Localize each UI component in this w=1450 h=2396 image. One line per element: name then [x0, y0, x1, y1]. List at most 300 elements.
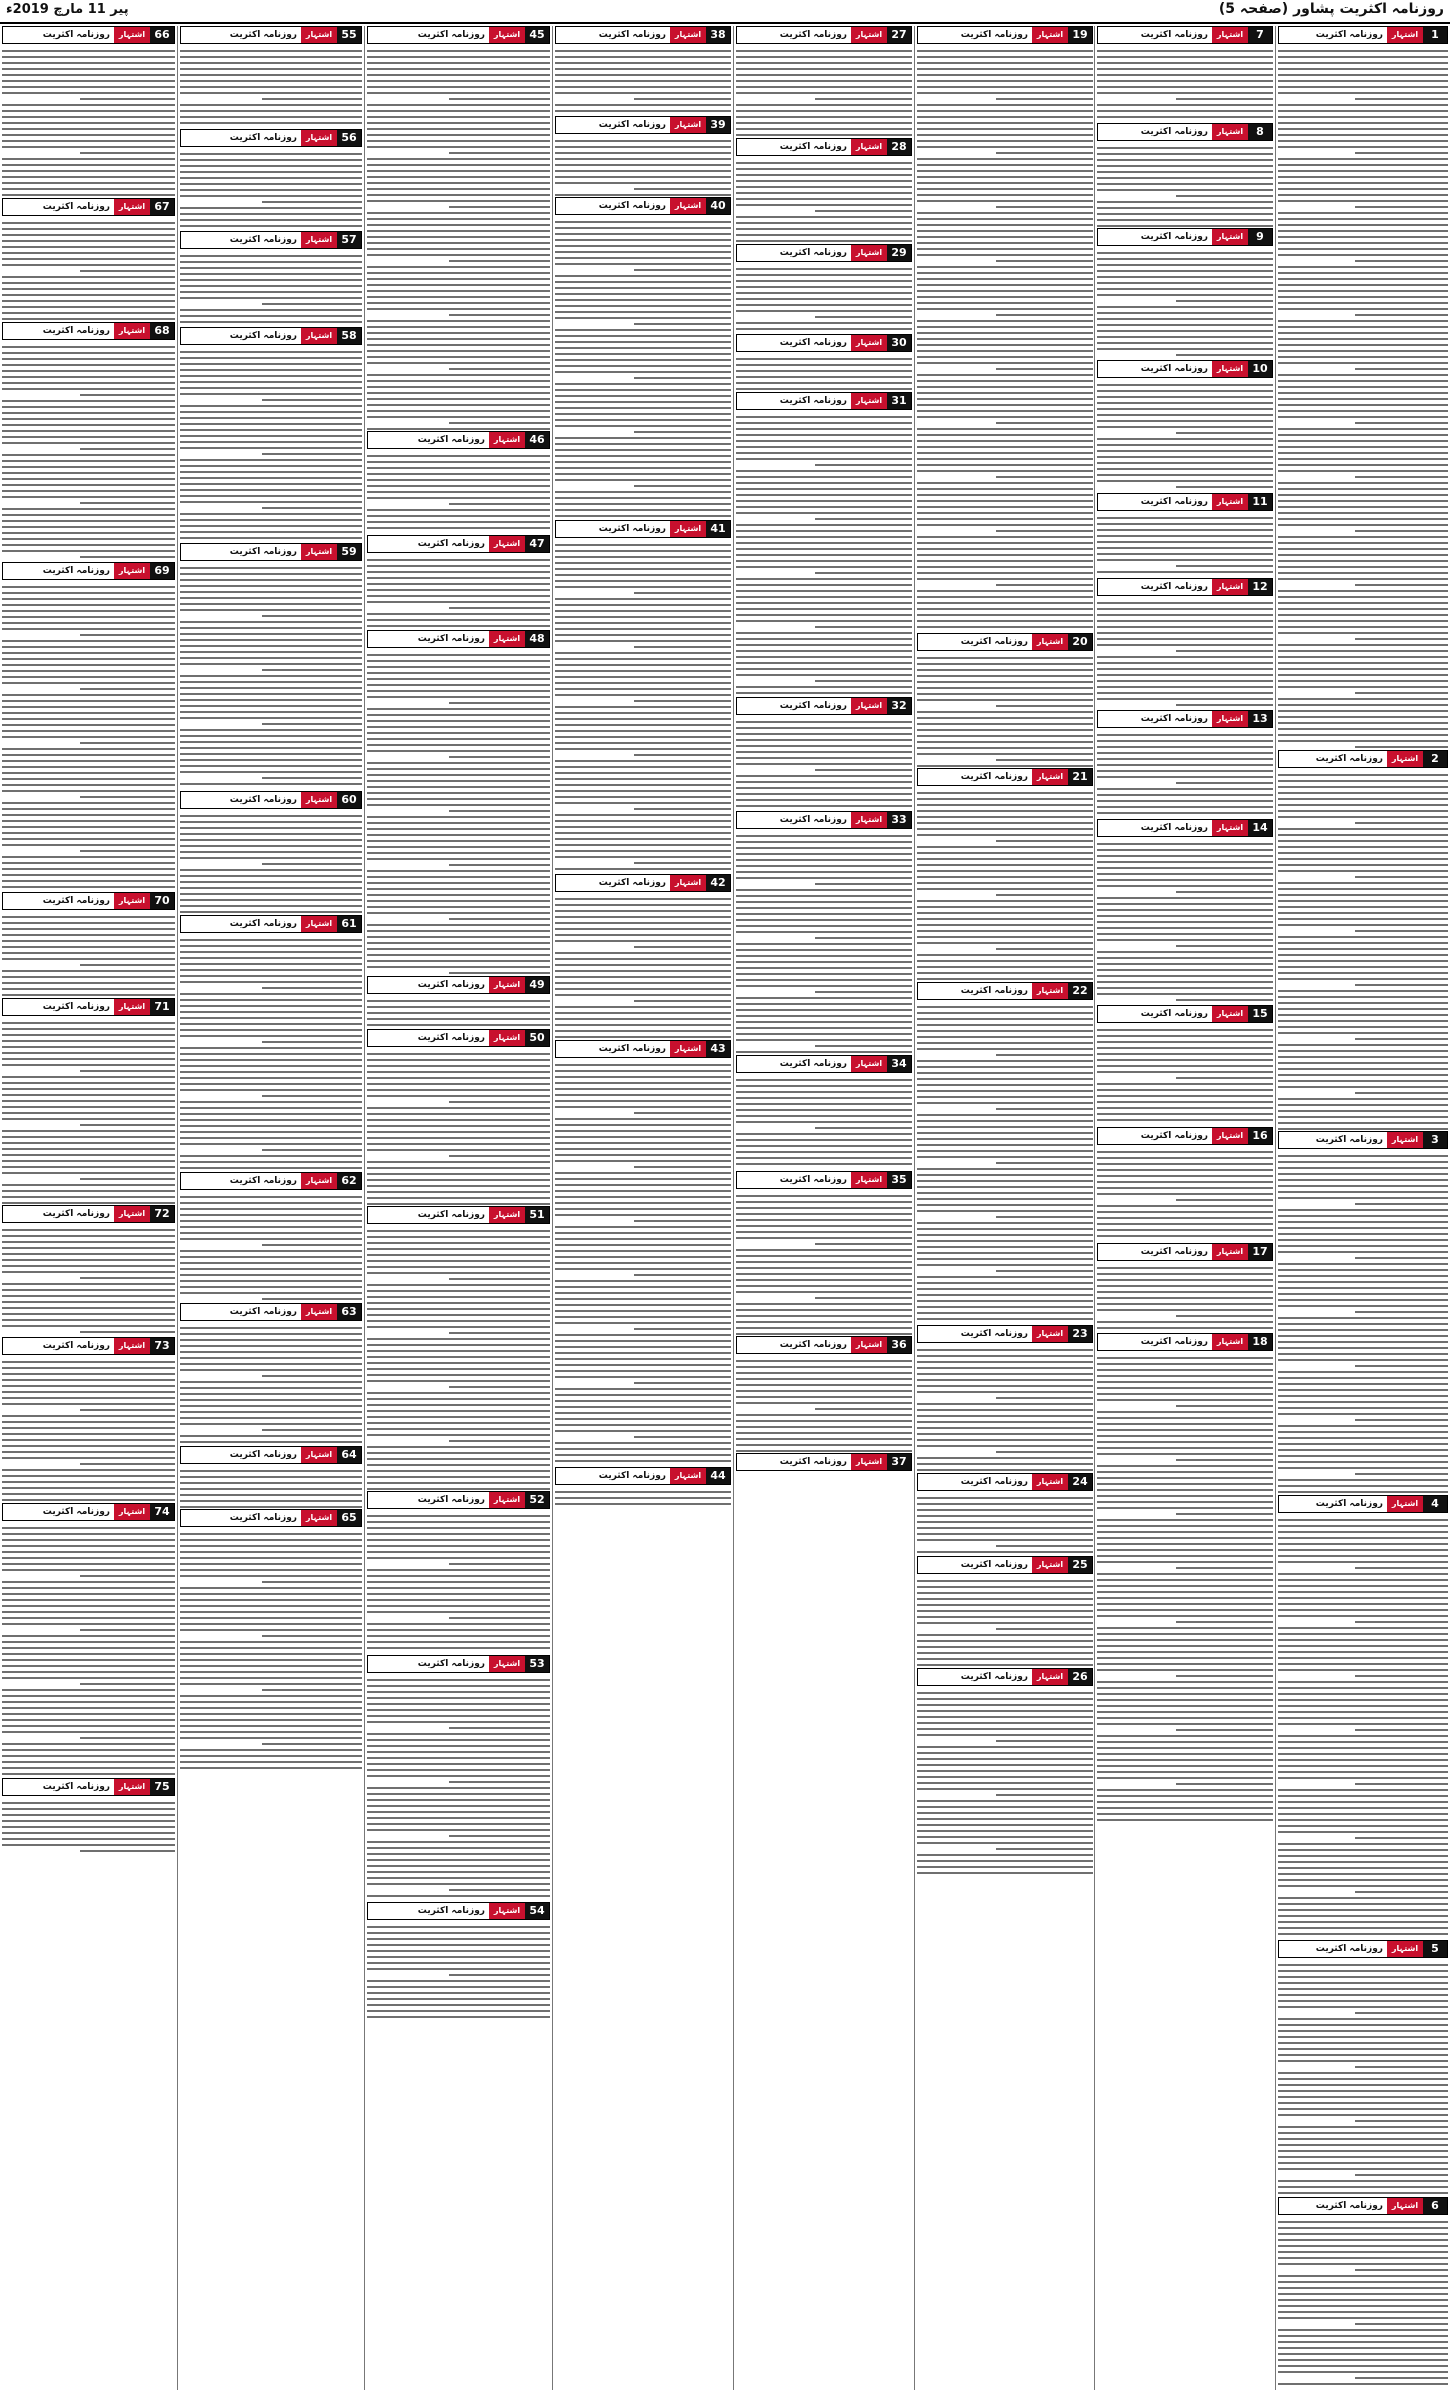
ad-body-text	[1097, 839, 1273, 1005]
classified-ad	[1278, 26, 1448, 750]
column-divider	[552, 26, 553, 2390]
ad-source: روزنامہ اکثریت	[1140, 714, 1208, 724]
ad-source: روزنامہ اکثریت	[1140, 1009, 1208, 1019]
ad-source: روزنامہ اکثریت	[1315, 1499, 1383, 1509]
ad-body-text	[736, 831, 912, 1055]
ad-body-text	[180, 1323, 362, 1446]
column-divider	[1094, 26, 1095, 2390]
ad-body-text	[736, 1191, 912, 1336]
ad-header	[2, 26, 175, 44]
ad-number: 57	[337, 232, 361, 248]
ad-header	[736, 697, 912, 715]
ad-badge: اشتہار	[851, 27, 887, 43]
ad-source: روزنامہ اکثریت	[229, 1176, 297, 1186]
classified-ad	[367, 1491, 550, 1655]
classified-ad	[917, 1473, 1093, 1556]
classified-ad	[2, 26, 175, 198]
ad-body-text	[555, 894, 731, 1040]
ad-header	[180, 129, 362, 147]
ad-header	[555, 1040, 731, 1058]
classified-ad	[367, 630, 550, 976]
ad-source: روزنامہ اکثریت	[229, 331, 297, 341]
ad-number: 74	[150, 1504, 174, 1520]
ad-badge: اشتہار	[114, 323, 150, 339]
classified-ad	[367, 1029, 550, 1206]
ad-body-text	[367, 1922, 550, 2022]
ad-header	[2, 198, 175, 216]
ad-badge: اشتہار	[489, 631, 525, 647]
ad-source: روزنامہ اکثریت	[960, 1672, 1028, 1682]
classified-ad	[180, 1509, 362, 1772]
ad-badge: اشتہار	[1212, 494, 1248, 510]
ad-source: روزنامہ اکثریت	[42, 202, 110, 212]
ad-body-text	[917, 1576, 1093, 1668]
classified-ad	[917, 982, 1093, 1325]
ad-number: 75	[150, 1779, 174, 1795]
ad-badge: اشتہار	[670, 1041, 706, 1057]
ad-number: 25	[1068, 1557, 1092, 1573]
ad-header	[917, 26, 1093, 44]
ad-badge: اشتہار	[1387, 1941, 1423, 1957]
ad-badge: اشتہار	[114, 199, 150, 215]
ad-badge: اشتہار	[489, 1492, 525, 1508]
ad-badge: اشتہار	[670, 1468, 706, 1484]
ad-number: 58	[337, 328, 361, 344]
ad-body-text	[917, 653, 1093, 768]
ad-body-text	[736, 1356, 912, 1453]
ad-badge: اشتہار	[851, 245, 887, 261]
ad-body-text	[367, 1675, 550, 1902]
ad-body-text	[1278, 1960, 1448, 2197]
ad-number: 73	[150, 1338, 174, 1354]
ad-body-text	[2, 218, 175, 322]
ad-number: 26	[1068, 1669, 1092, 1685]
ad-number: 4	[1423, 1496, 1447, 1512]
classified-ad	[180, 26, 362, 129]
classified-ad	[180, 1172, 362, 1303]
ad-header	[555, 26, 731, 44]
classified-ad	[736, 244, 912, 334]
ad-body-text	[555, 1487, 731, 1507]
ad-source: روزنامہ اکثریت	[42, 1002, 110, 1012]
ad-header	[1278, 1495, 1448, 1513]
ad-header	[1097, 493, 1273, 511]
ad-source: روزنامہ اکثریت	[229, 133, 297, 143]
ad-header	[2, 998, 175, 1016]
ad-number: 20	[1068, 634, 1092, 650]
ad-body-text	[180, 563, 362, 791]
ad-header	[367, 535, 550, 553]
ad-header	[1097, 360, 1273, 378]
ad-header	[2, 1337, 175, 1355]
ad-badge: اشتہار	[1212, 1128, 1248, 1144]
ad-body-text	[180, 46, 362, 129]
ad-body-text	[180, 149, 362, 231]
ad-number: 49	[525, 977, 549, 993]
ad-header	[180, 231, 362, 249]
ad-number: 12	[1248, 579, 1272, 595]
ad-body-text	[1097, 1353, 1273, 1823]
ad-number: 71	[150, 999, 174, 1015]
ad-header	[180, 1303, 362, 1321]
ad-badge: اشتہار	[1387, 1132, 1423, 1148]
ad-badge: اشتہار	[114, 27, 150, 43]
ad-number: 56	[337, 130, 361, 146]
ad-body-text	[180, 251, 362, 327]
ad-number: 61	[337, 916, 361, 932]
ad-number: 68	[150, 323, 174, 339]
ad-badge: اشتہار	[301, 328, 337, 344]
ad-body-text	[1278, 2217, 1448, 2390]
classified-column	[736, 26, 912, 2390]
ad-body-text	[180, 811, 362, 915]
ad-source: روزنامہ اکثریت	[779, 1059, 847, 1069]
ad-source: روزنامہ اکثریت	[42, 1782, 110, 1792]
ad-header	[2, 1778, 175, 1796]
ad-number: 15	[1248, 1006, 1272, 1022]
classified-ad	[2, 892, 175, 998]
ad-header	[180, 791, 362, 809]
ad-number: 47	[525, 536, 549, 552]
ad-badge: اشتہار	[301, 1510, 337, 1526]
ad-badge: اشتہار	[301, 1304, 337, 1320]
ad-body-text	[555, 540, 731, 874]
ad-badge: اشتہار	[1212, 1244, 1248, 1260]
ad-header	[367, 976, 550, 994]
classified-ad	[1097, 123, 1273, 228]
ad-header	[180, 1446, 362, 1464]
ad-badge: اشتہار	[851, 335, 887, 351]
ad-source: روزنامہ اکثریت	[229, 1450, 297, 1460]
ad-number: 7	[1248, 27, 1272, 43]
ad-body-text	[2, 1018, 175, 1205]
ad-source: روزنامہ اکثریت	[779, 1340, 847, 1350]
ad-badge: اشتہار	[489, 1903, 525, 1919]
ad-body-text	[736, 717, 912, 811]
ad-badge: اشتہار	[114, 563, 150, 579]
ad-body-text	[1097, 513, 1273, 578]
ad-header	[1097, 1005, 1273, 1023]
classified-ad	[1097, 493, 1273, 578]
ad-header	[180, 26, 362, 44]
ad-source: روزنامہ اکثریت	[42, 896, 110, 906]
ad-header	[1278, 1131, 1448, 1149]
ad-body-text	[1097, 143, 1273, 228]
ad-badge: اشتہار	[1032, 1669, 1068, 1685]
ad-header	[2, 1503, 175, 1521]
ad-source: روزنامہ اکثریت	[1140, 30, 1208, 40]
ad-header	[917, 1325, 1093, 1343]
ad-source: روزنامہ اکثریت	[779, 248, 847, 258]
ad-badge: اشتہار	[1032, 769, 1068, 785]
ad-body-text	[555, 1060, 731, 1467]
ad-body-text	[367, 451, 550, 535]
ad-source: روزنامہ اکثریت	[417, 1210, 485, 1220]
ad-body-text	[2, 342, 175, 562]
ad-source: روزنامہ اکثریت	[417, 1495, 485, 1505]
ad-source: روزنامہ اکثریت	[1140, 497, 1208, 507]
ad-number: 8	[1248, 124, 1272, 140]
ad-header	[1097, 1333, 1273, 1351]
ad-badge: اشتہار	[851, 812, 887, 828]
ad-header	[555, 1467, 731, 1485]
classified-column	[555, 26, 731, 2390]
ad-number: 14	[1248, 820, 1272, 836]
ad-badge: اشتہار	[114, 1779, 150, 1795]
ad-badge: اشتہار	[851, 393, 887, 409]
ad-source: روزنامہ اکثریت	[1140, 364, 1208, 374]
classified-ad	[1097, 26, 1273, 123]
classified-ad	[1097, 1127, 1273, 1243]
ad-body-text	[180, 935, 362, 1172]
classified-ad	[555, 197, 731, 520]
ad-body-text	[1097, 248, 1273, 360]
ad-number: 1	[1423, 27, 1447, 43]
ad-source: روزنامہ اکثریت	[1140, 1131, 1208, 1141]
ad-source: روزنامہ اکثریت	[417, 634, 485, 644]
ad-badge: اشتہار	[114, 1338, 150, 1354]
ad-header	[367, 26, 550, 44]
classified-ad	[555, 874, 731, 1040]
ad-number: 17	[1248, 1244, 1272, 1260]
ad-source: روزنامہ اکثریت	[779, 30, 847, 40]
classified-column	[367, 26, 550, 2390]
ad-badge: اشتہار	[1212, 820, 1248, 836]
classified-ad	[180, 327, 362, 543]
ad-source: روزنامہ اکثریت	[960, 772, 1028, 782]
ad-source: روزنامہ اکثریت	[42, 1209, 110, 1219]
ad-body-text	[367, 650, 550, 976]
classified-ad	[367, 1206, 550, 1491]
ad-badge: اشتہار	[301, 130, 337, 146]
ad-badge: اشتہار	[1212, 1334, 1248, 1350]
ad-number: 41	[706, 521, 730, 537]
ad-body-text	[180, 1466, 362, 1509]
ad-number: 16	[1248, 1128, 1272, 1144]
ad-body-text	[1278, 770, 1448, 1131]
classified-ad	[736, 811, 912, 1055]
ad-number: 19	[1068, 27, 1092, 43]
ad-source: روزنامہ اکثریت	[598, 1471, 666, 1481]
ad-source: روزنامہ اکثریت	[598, 1044, 666, 1054]
ad-header	[736, 138, 912, 156]
ad-source: روزنامہ اکثریت	[1140, 1247, 1208, 1257]
ad-header	[1097, 1127, 1273, 1145]
ad-header	[736, 244, 912, 262]
ad-badge: اشتہار	[1212, 124, 1248, 140]
classified-ad	[1097, 228, 1273, 360]
ad-badge: اشتہار	[114, 1504, 150, 1520]
classified-ad	[555, 520, 731, 874]
ad-badge: اشتہار	[1032, 1326, 1068, 1342]
classified-ad	[180, 129, 362, 231]
classified-ad	[1278, 1131, 1448, 1495]
classified-ad	[180, 1446, 362, 1509]
ad-header	[736, 392, 912, 410]
ad-badge: اشتہار	[670, 198, 706, 214]
ad-source: روزنامہ اکثریت	[1140, 1337, 1208, 1347]
ad-number: 6	[1423, 2198, 1447, 2214]
ad-badge: اشتہار	[1387, 751, 1423, 767]
ad-body-text	[917, 788, 1093, 982]
ad-source: روزنامہ اکثریت	[417, 1659, 485, 1669]
ad-badge: اشتہار	[114, 893, 150, 909]
classified-ad	[1278, 1940, 1448, 2197]
ad-header	[1097, 26, 1273, 44]
ad-badge: اشتہار	[851, 1337, 887, 1353]
ad-source: روزنامہ اکثریت	[779, 142, 847, 152]
ad-header	[736, 1336, 912, 1354]
ad-body-text	[1097, 1263, 1273, 1333]
classified-ad	[736, 1171, 912, 1336]
classified-ad	[555, 26, 731, 116]
ad-body-text	[1278, 1515, 1448, 1940]
ad-header	[736, 1055, 912, 1073]
ad-body-text	[367, 996, 550, 1029]
ad-source: روزنامہ اکثریت	[1315, 1944, 1383, 1954]
classified-ad	[917, 1325, 1093, 1473]
ad-badge: اشتہار	[851, 139, 887, 155]
ad-source: روزنامہ اکثریت	[229, 1513, 297, 1523]
classified-ad	[917, 1556, 1093, 1668]
classified-ad	[367, 431, 550, 535]
ad-header	[917, 768, 1093, 786]
ad-badge: اشتہار	[851, 1172, 887, 1188]
ad-number: 59	[337, 544, 361, 560]
ad-source: روزنامہ اکثریت	[598, 30, 666, 40]
classified-ad	[917, 633, 1093, 768]
classified-ad	[1097, 1243, 1273, 1333]
ad-header	[367, 630, 550, 648]
ad-number: 69	[150, 563, 174, 579]
ad-number: 67	[150, 199, 174, 215]
classified-ad	[367, 26, 550, 431]
ad-number: 64	[337, 1447, 361, 1463]
ad-badge: اشتہار	[1032, 1474, 1068, 1490]
ad-header	[1097, 228, 1273, 246]
ad-body-text	[2, 1523, 175, 1778]
ad-body-text	[736, 354, 912, 392]
column-divider	[177, 26, 178, 2390]
ad-badge: اشتہار	[1212, 711, 1248, 727]
ad-body-text	[180, 347, 362, 543]
ad-body-text	[180, 1192, 362, 1303]
ad-number: 51	[525, 1207, 549, 1223]
ad-badge: اشتہار	[851, 1056, 887, 1072]
ad-badge: اشتہار	[489, 1030, 525, 1046]
ad-header	[555, 520, 731, 538]
classified-ad	[367, 1655, 550, 1902]
ad-source: روزنامہ اکثریت	[1140, 582, 1208, 592]
ad-body-text	[555, 136, 731, 197]
ad-header	[736, 1171, 912, 1189]
classified-ad	[2, 1778, 175, 1858]
ad-source: روزنامہ اکثریت	[42, 566, 110, 576]
ad-badge: اشتہار	[489, 1207, 525, 1223]
ad-body-text	[917, 46, 1093, 633]
ad-body-text	[1278, 1151, 1448, 1495]
ad-source: روزنامہ اکثریت	[1140, 823, 1208, 833]
ad-body-text	[367, 1226, 550, 1491]
ad-header	[180, 327, 362, 345]
ad-badge: اشتہار	[851, 698, 887, 714]
classified-ad	[917, 768, 1093, 982]
classified-ad	[2, 322, 175, 562]
ad-badge: اشتہار	[114, 999, 150, 1015]
ad-source: روزنامہ اکثریت	[42, 326, 110, 336]
ad-number: 63	[337, 1304, 361, 1320]
ad-badge: اشتہار	[301, 916, 337, 932]
ad-source: روزنامہ اکثریت	[779, 1175, 847, 1185]
classified-ad	[180, 791, 362, 915]
ad-number: 65	[337, 1510, 361, 1526]
ad-number: 28	[887, 139, 911, 155]
classified-ad	[1097, 710, 1273, 819]
classified-ad	[180, 543, 362, 791]
classified-ad	[1097, 360, 1273, 493]
ad-header	[917, 1556, 1093, 1574]
ad-number: 53	[525, 1656, 549, 1672]
ad-number: 39	[706, 117, 730, 133]
classified-ad	[2, 562, 175, 892]
ad-body-text	[2, 1798, 175, 1858]
classified-ad	[2, 998, 175, 1205]
ad-header	[367, 1655, 550, 1673]
classified-ad	[736, 138, 912, 244]
ad-number: 2	[1423, 751, 1447, 767]
ad-number: 27	[887, 27, 911, 43]
ad-source: روزنامہ اکثریت	[1140, 127, 1208, 137]
classified-ad	[367, 535, 550, 630]
ad-source: روزنامہ اکثریت	[229, 795, 297, 805]
ad-number: 42	[706, 875, 730, 891]
classified-ad	[180, 915, 362, 1172]
ad-body-text	[1097, 730, 1273, 819]
ad-body-text	[1097, 1025, 1273, 1127]
classified-ad	[736, 1336, 912, 1453]
ad-source: روزنامہ اکثریت	[417, 1906, 485, 1916]
classified-ad	[1278, 750, 1448, 1131]
ad-source: روزنامہ اکثریت	[779, 701, 847, 711]
ad-number: 45	[525, 27, 549, 43]
ad-badge: اشتہار	[670, 27, 706, 43]
classified-ad	[736, 1055, 912, 1171]
ad-source: روزنامہ اکثریت	[779, 396, 847, 406]
classified-ad	[2, 1337, 175, 1503]
classified-ad	[736, 1453, 912, 1473]
ad-number: 54	[525, 1903, 549, 1919]
ad-body-text	[917, 1688, 1093, 1877]
ad-source: روزنامہ اکثریت	[229, 30, 297, 40]
ad-number: 13	[1248, 711, 1272, 727]
ad-badge: اشتہار	[1387, 27, 1423, 43]
ad-source: روزنامہ اکثریت	[598, 878, 666, 888]
ad-header	[917, 982, 1093, 1000]
ad-badge: اشتہار	[301, 544, 337, 560]
ad-source: روزنامہ اکثریت	[779, 815, 847, 825]
ad-badge: اشتہار	[1032, 27, 1068, 43]
column-divider	[1275, 26, 1276, 2390]
ad-body-text	[367, 1511, 550, 1655]
ad-badge: اشتہار	[301, 232, 337, 248]
ad-number: 29	[887, 245, 911, 261]
ad-badge: اشتہار	[1032, 1557, 1068, 1573]
ad-number: 35	[887, 1172, 911, 1188]
ad-source: روزنامہ اکثریت	[1315, 754, 1383, 764]
ad-header	[2, 562, 175, 580]
ad-number: 50	[525, 1030, 549, 1046]
ad-badge: اشتہار	[301, 1447, 337, 1463]
